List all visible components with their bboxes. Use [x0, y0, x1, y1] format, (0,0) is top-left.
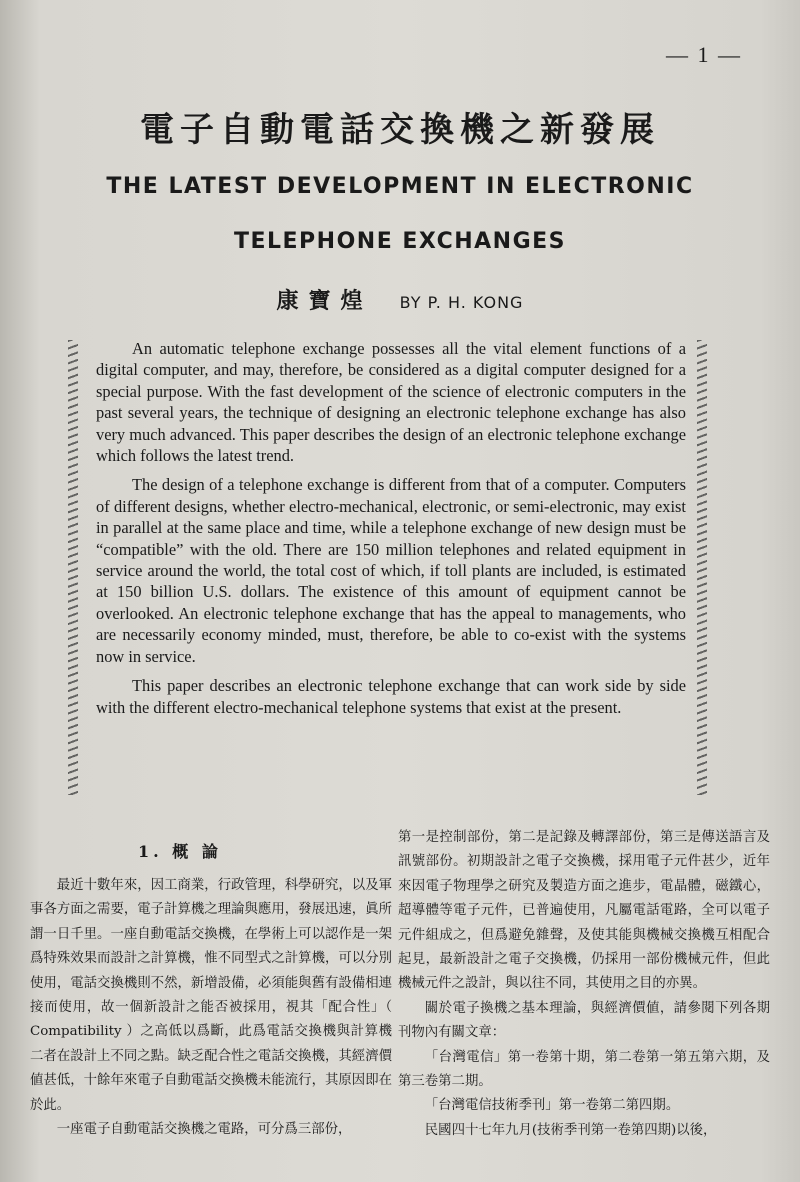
body-paragraph: 民國四十七年九月(技術季刊第一卷第四期)以後， — [424, 1122, 717, 1138]
page-number: — 1 — — [666, 42, 742, 67]
body-column-right — [398, 826, 770, 1143]
title-chinese: 電子自動電話交換機之新發展 — [140, 110, 660, 150]
abstract — [96, 338, 686, 726]
author-line — [0, 284, 800, 315]
section-heading: 1. 概 論 — [138, 842, 222, 861]
abstract-paragraph: An automatic telephone exchange possesses all the vital element functions of a digital computer, and may, therefore, be considered as a digital computer designed for a special purpose. With the fast development of the science of electronic computers in the past several years, the technique of designing an electronic telephone exchange has also very much advanced. This paper describes the design of an electronic telephone exchange which follows the latest trend. — [96, 339, 686, 466]
title-english-line1: THE LATEST DEVELOPMENT IN ELECTRONIC — [106, 174, 694, 199]
body-paragraph: 第一是控制部份，第二是記錄及轉譯部份，第三是傳送語言及訊號部份。初期設計之電子交換機，採用電子元件甚少，近年來因電子物理學之研究及製造方面之進步，電晶體，磁鐵心，超導體等電子元件，已普遍使用，凡屬電話電路，全可以電子元件組成之，但爲避免雜聲，及使其能與機械交換機互相配合起見，最新設計之電子交換機，仍採用一部份機械元件，但此機械元件之設計，與以往不同，其使用之目的亦異。 — [398, 830, 770, 992]
body-paragraph: 「台灣電信」第一卷第十期，第二卷第一第五第六期，及第三卷第二期。 — [398, 1049, 770, 1090]
title-english-line2: TELEPHONE EXCHANGES — [233, 229, 567, 254]
author-english: BY P. H. KONG — [399, 293, 524, 312]
abstract-paragraph: The design of a telephone exchange is different from that of a computer. Computers of different designs, whether electro-mechanical, electronic, or semi-electronic, may exist in parallel at the same place and time, while a telephone exchange of new design must be “compatible” with the old. There are 150 million telephones and related equipment in service around the world, the total cost of which, if toll plants are included, is estimated at 150 billion U.S. dollars. The existence of this amount of equipment cannot be overlooked. An electronic telephone exchange that has the appeal to managements, who are necessarily economy minded, must, therefore, be able to co-exist with the systems now in service. — [96, 475, 686, 666]
abstract-border-left — [68, 340, 78, 795]
abstract-border-right — [697, 340, 707, 795]
body-paragraph: 最近十數年來，因工商業，行政管理，科學研究，以及軍事各方面之需要，電子計算機之理論與應用，發展迅速，眞所謂一日千里。一座自動電話交換機，在學術上可以認作是一架爲特殊效果而設計之計算機，惟不同型式之計算機，可以分別使用，電話交換機則不然，新增設備，必須能與舊有設備相連接而使用，故一個新設計之能否被採用，視其「配合性」（ Compatibility ）之高低以爲斷，此爲電話交換機與計算機二者在設計上不同之點。缺乏配合性之電話交換機，其經濟價値甚低，十餘年來電子自動電話交換機未能流行，其原因即在於此。 — [30, 878, 392, 1113]
body-column-left — [30, 838, 392, 1142]
author-chinese: 康寶煌 — [276, 288, 373, 314]
body-paragraph: 「台灣電信技術季刊」第一卷第二第四期。 — [424, 1098, 680, 1114]
body-paragraph: 一座電子自動電話交換機之電路，可分爲三部份， — [56, 1122, 352, 1138]
body-paragraph: 關於電子換機之基本理論，與經濟價値，請參閱下列各期刊物內有關文章： — [398, 1000, 770, 1041]
abstract-paragraph: This paper describes an electronic telephone exchange that can work side by side with the different electro-mechanical telephone systems that exist at the present. — [96, 676, 686, 717]
